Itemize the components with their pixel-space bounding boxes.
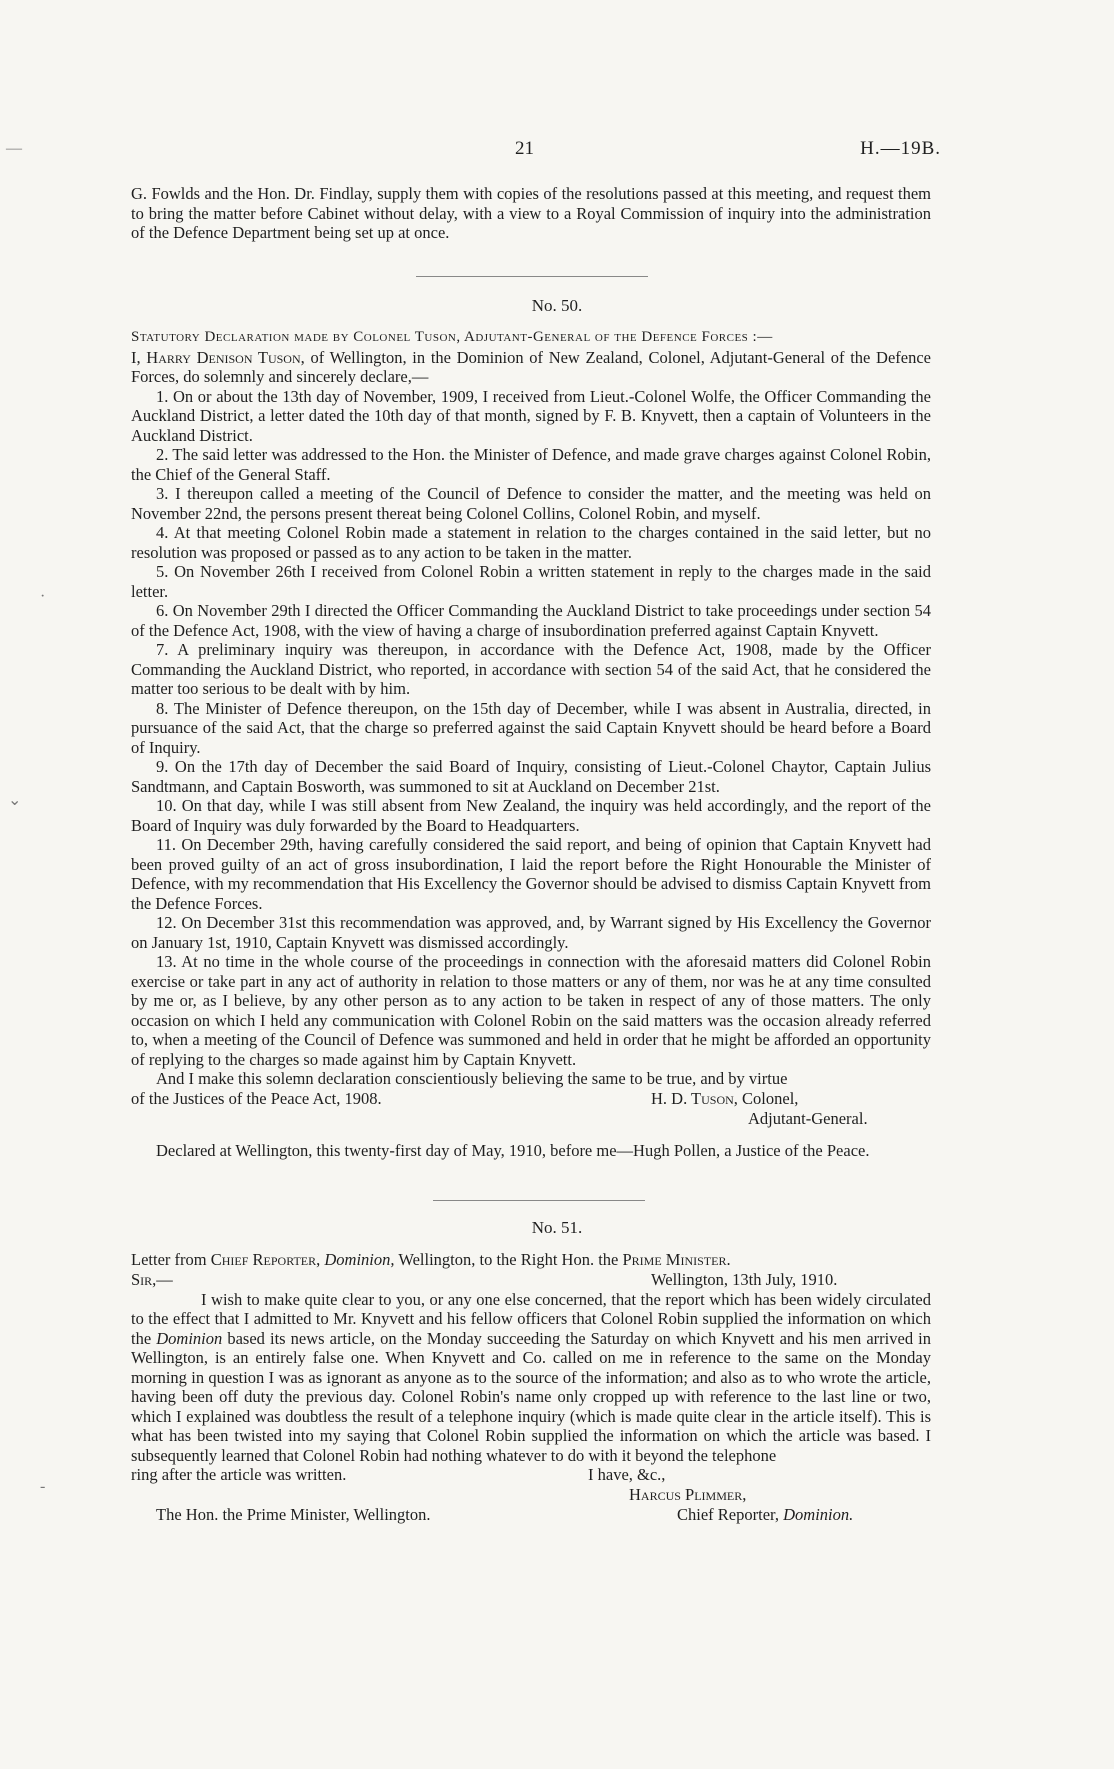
section-number-50: No. 50. (531, 296, 583, 315)
declaration-signature-line (131, 1089, 931, 1109)
page-header (0, 138, 1114, 168)
sender-name: Harcus Plimmer, (629, 1485, 747, 1504)
margin-mark: - (40, 1478, 46, 1495)
letter-addressee: The Hon. the Prime Minister, Wellington. (156, 1505, 431, 1524)
signature-name: H. D. Tuson, (651, 1088, 738, 1108)
declaration-paragraph-1: 1. On or about the 13th day of November, 1909, I received from Lieut.-Colonel Wolfe, the Officer Commanding the Auckland District, a letter dated the 10th day of that month, signed by F. B. Knyvett, then a captain of Volunteers in the Auckland District. (131, 386, 931, 445)
signature-title-line (131, 1109, 931, 1129)
letter-salutation-line (131, 1270, 931, 1290)
letter-51 (131, 1250, 931, 1525)
section-number-51: No. 51. (531, 1218, 583, 1237)
declaration-closing-line-1: And I make this solemn declaration conscientiously believing the same to be true, and by virtue (156, 1069, 788, 1088)
declaration-paragraph-12: 12. On December 31st this recommendation was approved, and, by Warrant signed by His Excellency the Governor on January 1st, 1910, Captain Knyvett was dismissed accordingly. (131, 913, 931, 952)
declaration-closing-line-2: of the Justices of the Peace Act, 1908. (131, 1088, 382, 1108)
signature-title: Adjutant-General. (748, 1108, 868, 1128)
declaration-caption: Statutory Declaration made by Colonel Tuson, Adjutant-General of the Defence Forces :— (131, 329, 773, 345)
declaration-paragraph-3: 3. I thereupon called a meeting of the Council of Defence to consider the matter, and the meeting was held on November 22nd, the persons present thereat being Colonel Collins, Colonel Robin, and myself. (131, 484, 931, 523)
margin-mark: — (6, 140, 22, 157)
declaration-paragraph-8: 8. The Minister of Defence thereupon, on the 15th day of December, while I was absent in Australia, directed, in pursuance of the said Act, that the charge so preferred against the said Captain Knyvett should be heard before a Board of Inquiry. (131, 698, 931, 757)
intro-paragraph: G. Fowlds and the Hon. Dr. Findlay, supply them with copies of the resolutions passed at this meeting, and request them to bring the matter before Cabinet without delay, with a view to a Royal Commission of inquiry into the administration of the Defence Department being set up at once. (131, 184, 931, 242)
letter-closing: I have, &c., (588, 1465, 666, 1484)
declaration-paragraph-2: 2. The said letter was addressed to the Hon. the Minister of Defence, and made grave charges against Colonel Robin, the Chief of the General Staff. (131, 445, 931, 484)
margin-mark: · (40, 588, 46, 605)
declaration-paragraph-11: 11. On December 29th, having carefully considered the said report, and being of opinion that Captain Knyvett had been proved guilty of an act of gross insubordination, I laid the report before the Right Honourable the Minister of Defence, with my recommendation that His Excellency the Governor should be advised to dismiss Captain Knyvett from the Defence Forces. (131, 835, 931, 913)
signature (651, 1089, 798, 1109)
declaration-paragraph-9: 9. On the 17th day of December the said Board of Inquiry, consisting of Lieut.-Colonel Chaytor, Captain Julius Sandtmann, and Captain Bosworth, was summoned to sit at Auckland on December 21st. (131, 757, 931, 796)
declaration-paragraph-4: 4. At that meeting Colonel Robin made a statement in relation to the charges contained in the said letter, but no resolution was proposed or passed as to any action to be taken in the matter. (131, 523, 931, 562)
declarant-name: I, Harry Denison Tuson, (131, 347, 305, 367)
page-number: 21 (515, 138, 534, 159)
section-divider (416, 276, 648, 277)
letter-body-last-line: ring after the article was written. (131, 1465, 347, 1484)
declaration-opening: I, Harry Denison Tuson, of Wellington, in the Dominion of New Zealand, Colonel, Adjutant-General of the Defence Forces, do solemnly and sincerely declare,— (131, 347, 931, 386)
intro-paragraph-block (131, 184, 931, 243)
declaration-paragraph-13: 13. At no time in the whole course of the proceedings in connection with the aforesaid matters did Colonel Robin exercise or take part in any act of authority in relation to those matters or any of them, nor was he at any time consulted by me or, as I believe, by any other person as to any action to be taken in respect of any of those matters. The only occasion on which I held any communication with Colonel Robin on the said matters was the occasion already referred to, when a meeting of the Council of Defence was summoned and held in order that he might be afforded an opportunity of replying to the charges so made against him by Captain Knyvett. (131, 952, 931, 1069)
letter-body: I wish to make quite clear to you, or any one else concerned, that the report which has been widely circulated to the effect that I admitted to Mr. Knyvett and his fellow officers that Colonel Robin supplied the information on which the Dominion based its news article, on the Monday succeeding the Saturday on which Knyvett and his men arrived in Wellington, is an entirely false one. When Knyvett and Co. called on me in reference to the same on the Monday morning in question I was as ignorant as anyone as to the source of the information; and also as to who wrote the article, having been off duty the previous day. Colonel Robin's name only cropped up with reference to the last line or two, which I explained was doubtless the result of a telephone inquiry (which is made quite clear in the article itself). This is what has been twisted into my saying that Colonel Robin supplied the information on which the article was based. I subsequently learned that Colonel Robin had nothing whatever to do with it beyond the telephone (131, 1289, 931, 1465)
document-reference: H.—19B. (860, 138, 941, 159)
declared-statement: Declared at Wellington, this twenty-first day of May, 1910, before me—Hugh Pollen, a Justice of the Peace. (156, 1140, 870, 1160)
letter-footer-line (131, 1505, 931, 1525)
sender-title: Chief Reporter, Dominion. (677, 1505, 854, 1524)
signature-rank: Colonel, (737, 1088, 799, 1108)
sender-name-line (131, 1485, 931, 1505)
declaration-50 (131, 328, 931, 1160)
letter-caption: Letter from Chief Reporter, Dominion, Wellington, to the Right Hon. the Prime Minister. (131, 1250, 731, 1269)
declaration-paragraph-6: 6. On November 29th I directed the Officer Commanding the Auckland District to take proceedings under section 54 of the Defence Act, 1908, with the view of having a charge of insubordination preferred against Captain Knyvett. (131, 601, 931, 640)
letter-closing-line (131, 1465, 931, 1485)
margin-mark: ⌄ (8, 792, 22, 809)
declaration-paragraph-10: 10. On that day, while I was still absent from New Zealand, the inquiry was held accordingly, and the report of the Board of Inquiry was duly forwarded by the Board to Headquarters. (131, 796, 931, 835)
letter-date: Wellington, 13th July, 1910. (651, 1269, 838, 1289)
declaration-paragraph-5: 5. On November 26th I received from Colonel Robin a written statement in reply to the charges made in the said letter. (131, 562, 931, 601)
section-divider (433, 1200, 645, 1201)
declaration-paragraph-7: 7. A preliminary inquiry was thereupon, in accordance with the Defence Act, 1908, made by the Officer Commanding the Auckland District, who reported, in accordance with section 54 of the said Act, that he considered the matter too serious to be dealt with by him. (131, 640, 931, 698)
letter-salutation: Sir,— (131, 1269, 173, 1289)
